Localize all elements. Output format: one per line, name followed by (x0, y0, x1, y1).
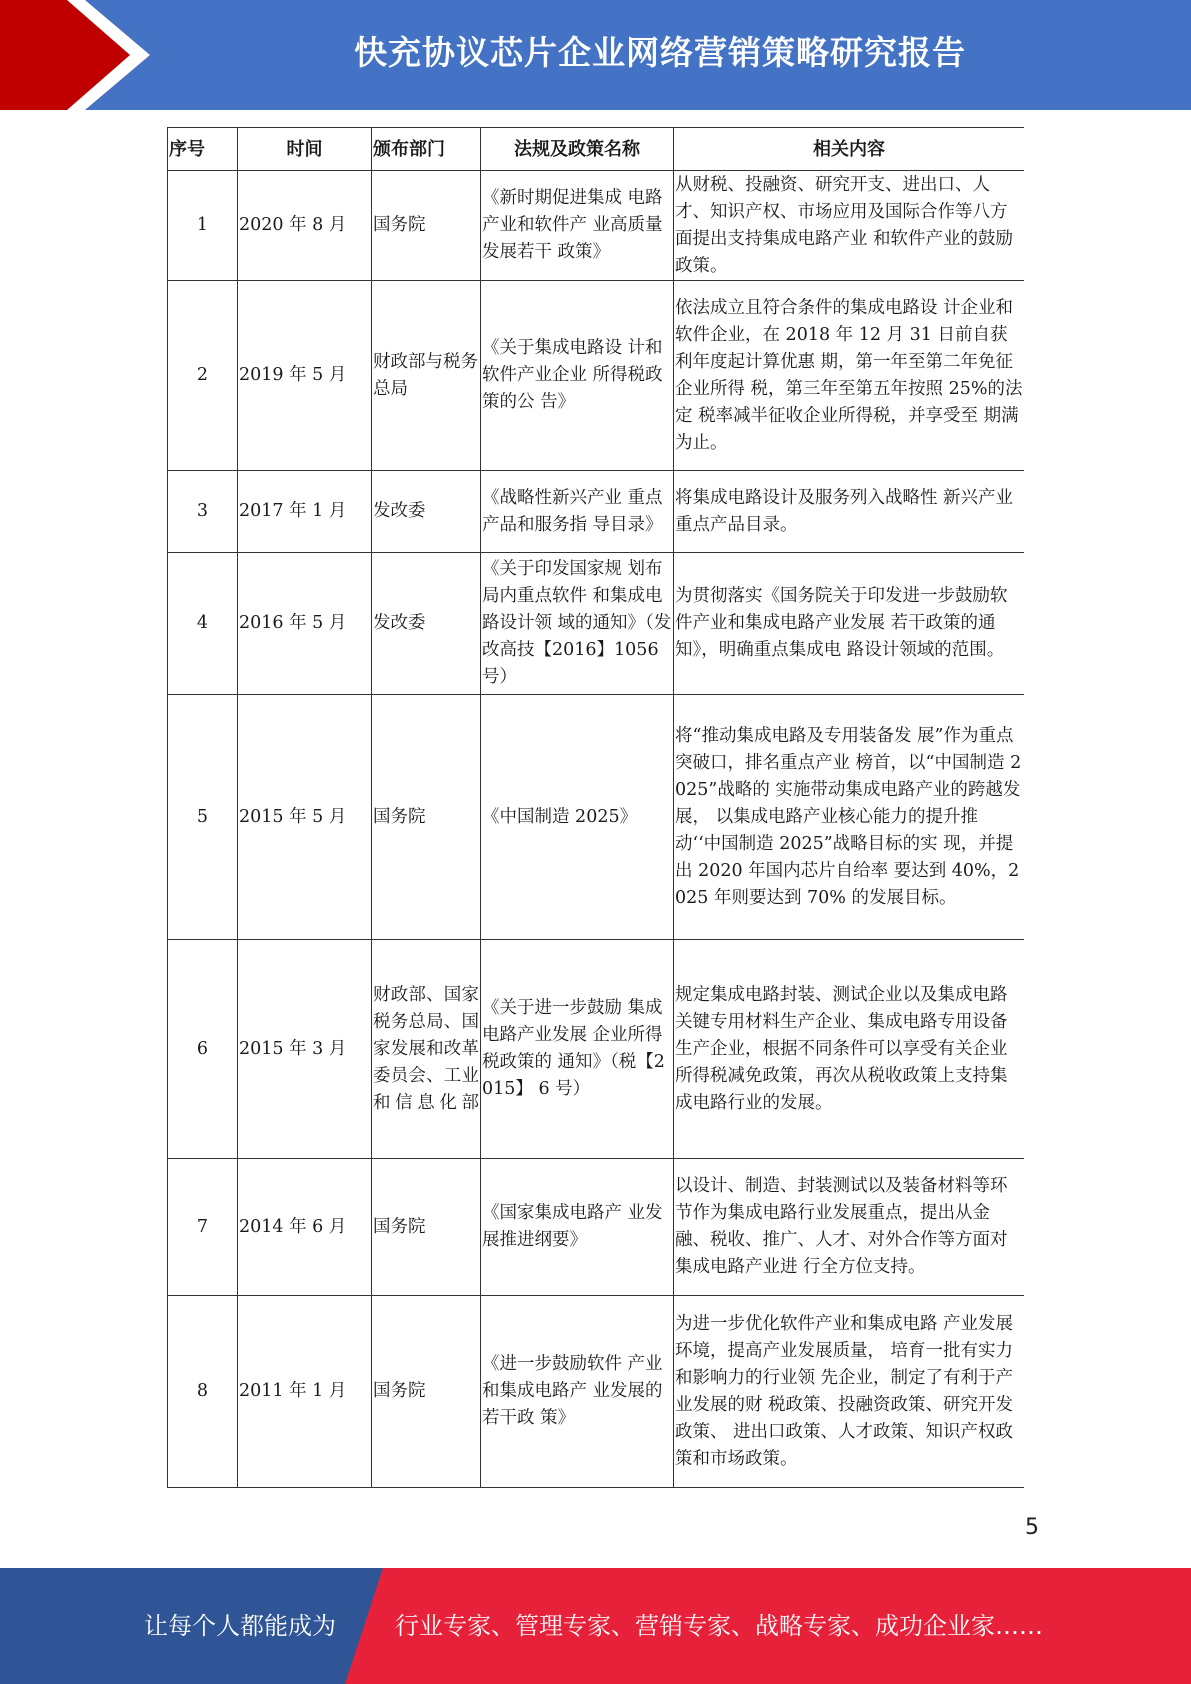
col-header-dept: 颁布部门 (372, 128, 481, 171)
cell-content: 依法成立且符合条件的集成电路设 计企业和软件企业，在 2018 年 12 月 31 日前自获利年度起计算优惠 期，第一年至第二年免征企业所得 税，第三年至第五年按照 25%的法定 税率减半征收企业所得税，并享受至 期满为止。 (674, 281, 1025, 471)
cell-no: 4 (168, 553, 238, 695)
cell-name: 《战略性新兴产业 重点产品和服务指 导目录》 (481, 471, 674, 553)
table-row (168, 553, 1025, 695)
cell-name: 《关于印发国家规 划布局内重点软件 和集成电路设计领 域的通知》（发改高技【2016】1056 号） (481, 553, 674, 695)
cell-time: 2011 年 1 月 (238, 1296, 372, 1488)
footer-slogan-left: 让每个人都能成为 (144, 1612, 336, 1640)
cell-no: 2 (168, 281, 238, 471)
cell-dept: 发改委 (372, 553, 481, 695)
cell-content: 规定集成电路封装、测试企业以及集成电路关键专用材料生产企业、集成电路专用设备生产企业，根据不同条件可以享受有关企业所得税减免政策，再次从税收政策上支持集成电路行业的发展。 (674, 940, 1025, 1159)
cell-dept: 财政部、国家税务总局、国家发展和改革委员会、工业和信息化部 (372, 940, 481, 1159)
cell-time: 2016 年 5 月 (238, 553, 372, 695)
policy-table (167, 127, 1024, 1488)
cell-no: 5 (168, 695, 238, 940)
table-header-row (168, 128, 1025, 171)
policy-table-container (167, 127, 1024, 1491)
cell-no: 6 (168, 940, 238, 1159)
page-number: 5 (1025, 1515, 1039, 1540)
cell-no: 1 (168, 171, 238, 281)
cell-content: 将“推动集成电路及专用装备发 展”作为重点突破口，排名重点产业 榜首，以“中国制造 2025”战略的 实施带动集成电路产业的跨越发展， 以集成电路产业核心能力的提升推 动‘‘中国制造 2025”战略目标的实 现，并提出 2020 年国内芯片自给率 要达到 40%，2025 年则要达到 70% 的发展目标。 (674, 695, 1025, 940)
cell-name: 《关于进一步鼓励 集成电路产业发展 企业所得税政策的 通知》（税【2015】 6 号） (481, 940, 674, 1159)
table-row (168, 1159, 1025, 1296)
cell-content: 为贯彻落实《国务院关于印发进一步鼓励软件产业和集成电路产业发展 若干政策的通知》，明确重点集成电 路设计领域的范围。 (674, 553, 1025, 695)
cell-dept: 国务院 (372, 171, 481, 281)
table-row (168, 695, 1025, 940)
cell-time: 2020 年 8 月 (238, 171, 372, 281)
header-banner (0, 0, 1191, 110)
table-row (168, 1296, 1025, 1488)
cell-time: 2017 年 1 月 (238, 471, 372, 553)
cell-dept: 国务院 (372, 695, 481, 940)
cell-no: 7 (168, 1159, 238, 1296)
cell-dept: 国务院 (372, 1159, 481, 1296)
table-row (168, 471, 1025, 553)
cell-no: 3 (168, 471, 238, 553)
cell-content: 从财税、投融资、研究开支、进出口、人才、知识产权、市场应用及国际合作等八方面提出支持集成电路产业 和软件产业的鼓励政策。 (674, 171, 1025, 281)
cell-time: 2015 年 3 月 (238, 940, 372, 1159)
cell-no: 8 (168, 1296, 238, 1488)
cell-dept: 发改委 (372, 471, 481, 553)
table-row (168, 281, 1025, 471)
footer-banner (0, 1568, 1191, 1684)
cell-name: 《国家集成电路产 业发展推进纲要》 (481, 1159, 674, 1296)
cell-dept: 财政部与税务总局 (372, 281, 481, 471)
cell-content: 将集成电路设计及服务列入战略性 新兴产业重点产品目录。 (674, 471, 1025, 553)
col-header-name: 法规及政策名称 (481, 128, 674, 171)
col-header-no: 序号 (168, 128, 238, 171)
cell-name: 《中国制造 2025》 (481, 695, 674, 940)
table-row (168, 171, 1025, 281)
col-header-content: 相关内容 (674, 128, 1025, 171)
col-header-time: 时间 (238, 128, 372, 171)
footer-slogan-right: 行业专家、管理专家、营销专家、战略专家、成功企业家…… (395, 1612, 1043, 1640)
cell-name: 《进一步鼓励软件 产业和集成电路产 业发展的若干政 策》 (481, 1296, 674, 1488)
cell-content: 以设计、制造、封装测试以及装备材料等环节作为集成电路行业发展重点，提出从金融、税收、推广、人才、对外合作等方面对集成电路产业进 行全方位支持。 (674, 1159, 1025, 1296)
table-row (168, 940, 1025, 1159)
cell-dept: 国务院 (372, 1296, 481, 1488)
cell-time: 2014 年 6 月 (238, 1159, 372, 1296)
cell-name: 《关于集成电路设 计和软件产业企业 所得税政策的公 告》 (481, 281, 674, 471)
report-title: 快充协议芯片企业网络营销策略研究报告 (354, 33, 966, 72)
cell-time: 2019 年 5 月 (238, 281, 372, 471)
cell-content: 为进一步优化软件产业和集成电路 产业发展环境，提高产业发展质量， 培育一批有实力和影响力的行业领 先企业，制定了有利于产业发展的财 税政策、投融资政策、研究开发政策、 进出口政策、人才政策、知识产权政 策和市场政策。 (674, 1296, 1025, 1488)
cell-name: 《新时期促进集成 电路产业和软件产 业高质量发展若干 政策》 (481, 171, 674, 281)
cell-time: 2015 年 5 月 (238, 695, 372, 940)
